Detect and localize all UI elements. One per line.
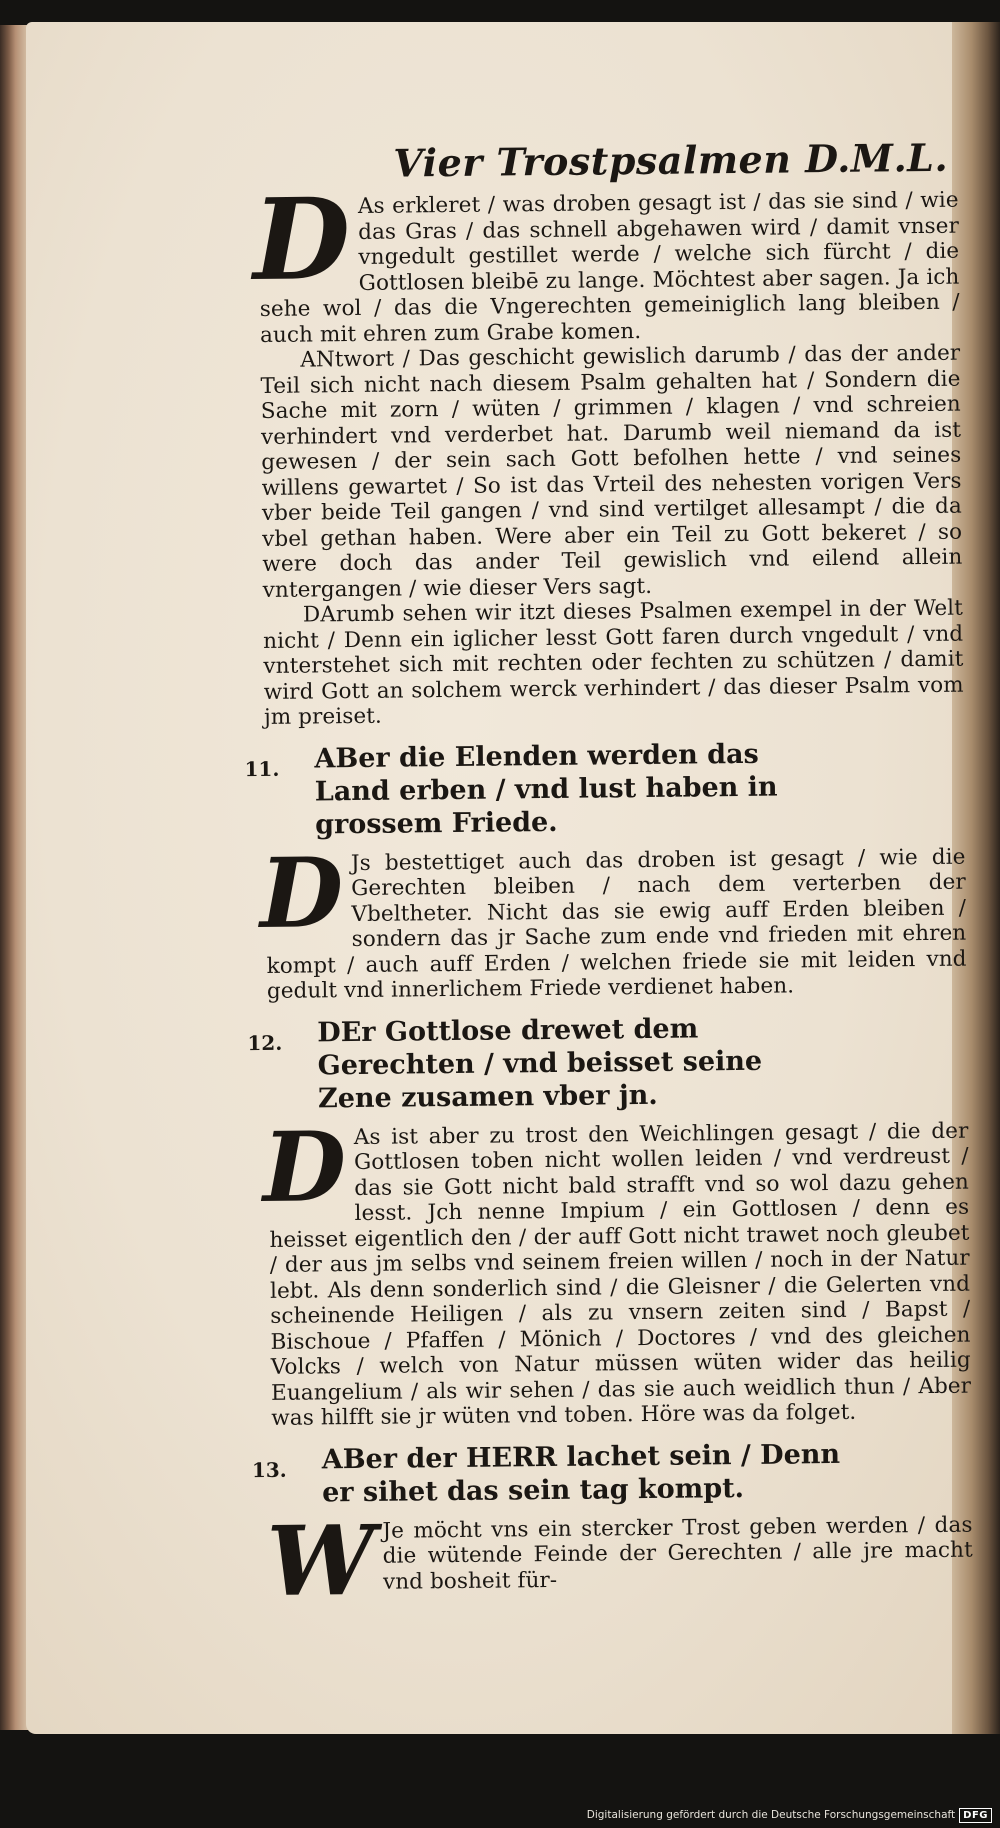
dropcap: D (259, 835, 344, 950)
verse-11 (244, 735, 965, 842)
verse-12 (247, 1009, 968, 1116)
credit-text: Digitalisierung gefördert durch die Deutsche Forschungsgemeinschaft (586, 1809, 956, 1821)
paragraph-text: Je möcht vns ein stercker Trost geben werden / das die wütende Feinde der Gerechten / alle jre macht vnd bosheit für- (382, 1512, 973, 1595)
paragraph-2 (260, 341, 963, 603)
verse-text: DEr Gottlose drewet dem Gerechten / vnd beisset seine Zene zusamen vber jn. (317, 1012, 763, 1114)
paragraph-6 (266, 1503, 973, 1618)
paragraph-4 (259, 835, 967, 1004)
paragraph-5 (262, 1109, 972, 1431)
paragraph-text: Js bestettiget auch das droben ist gesagt / wie die Gerechten bleiben / nach dem verterben der Vbeltheter. Nicht das sie ewig auff Erden bleiben / sondern das jr Sache zum ende vnd frieden mit ehren kompt / auch auff Erden / welchen friede sie mit leiden vnd gedult vnd innerlichem Friede verdienet haben. (266, 844, 967, 1004)
paragraph-text: DArumb sehen wir itzt dieses Psalmen exempel in der Welt nicht / Denn ein iglicher lesst Gott faren durch vngedult / vnd vnterstehet sich mit rechten oder fechten zu schützen / damit wird Gott an solchem werck verhindert / das dieser Psalm vom jm preiset. (263, 595, 964, 730)
digitization-credit (587, 1806, 992, 1824)
dropcap: W (266, 1503, 376, 1618)
verse-number: 12. (247, 1030, 283, 1055)
running-head: Vier Trostpsalmen D.M.L. (393, 134, 949, 186)
dfg-logo: DFG (959, 1808, 992, 1823)
verse-13 (252, 1436, 973, 1510)
paragraph-text: As ist aber zu trost den Weichlingen gesagt / die der Gottlosen toben nicht wollen leiden / vnd verdreust / das sie Gott nicht bald strafft vnd so wol dazu gehen lesst. Jch nenne Impium / ein Gottlosen / denn es heisset eigentlich den / der auff Gott nicht trawet noch gleubet / der aus jm selbs vnd seinem freien willen / noch in der Natur lebt. Als denn sonderlich sind / die Gleisner / die Gelerten vnd scheinende Heiligen / als zu vnsern zeiten sind / Bapst / Bischoue / Pfaffen / Mönich / Doctores / vnd des gleichen Volcks / welch von Natur müssen wüten wider das heilig Euangelium / als wir sehen / das sie auch weidlich thun / Aber was hilfft sie jr wüten vnd toben. Höre was da folget. (269, 1118, 972, 1431)
paragraph-1 (252, 174, 961, 348)
verse-number: 13. (251, 1457, 287, 1482)
paragraph-3 (263, 596, 964, 731)
paragraph-text: ANtwort / Das geschicht gewislich darumb / das der ander Teil sich nicht nach diesem Psalm gehalten hat / Sondern die Sache mit zorn / wüten / grimmen / klagen / vnd schreien verhindert vnd verderbet hat. Darumb weil niemand da ist gewesen / der sein sach Gott befolhen hette / vnd seines willens gewartet / So ist das Vrteil des nehesten vorigen Vers vber beide Teil gangen / vnd sind vertilget allesampt / die da vbel gethan haben. Were aber ein Teil zu Gott bekeret / so were doch das ander Teil gewislich vnd eilend allein vntergangen / wie dieser Vers sagt. (260, 340, 963, 603)
verse-text: ABer der HERR lachet sein / Denn er sihet das sein tag kompt. (321, 1438, 841, 1508)
dropcap: D (252, 174, 351, 307)
verse-number: 11. (244, 756, 280, 781)
page-content (244, 134, 973, 1618)
paragraph-text: As erkleret / was droben gesagt ist / das sie sind / wie das Gras / das schnell abgehawen wird / damit vnser vngedult gestillet werde / welche sich fürcht / die Gottlosen bleibē zu lange. Möchtest aber sagen. Ja ich sehe wol / das die Vngerechten gemeiniglich lang bleiben / auch mit ehren zum Grabe komen. (259, 187, 960, 348)
book-page-edge (0, 25, 28, 1730)
dropcap: D (262, 1109, 347, 1224)
verse-text: ABer die Elenden werden das Land erben / vnd lust haben in grossem Friede. (314, 738, 778, 840)
